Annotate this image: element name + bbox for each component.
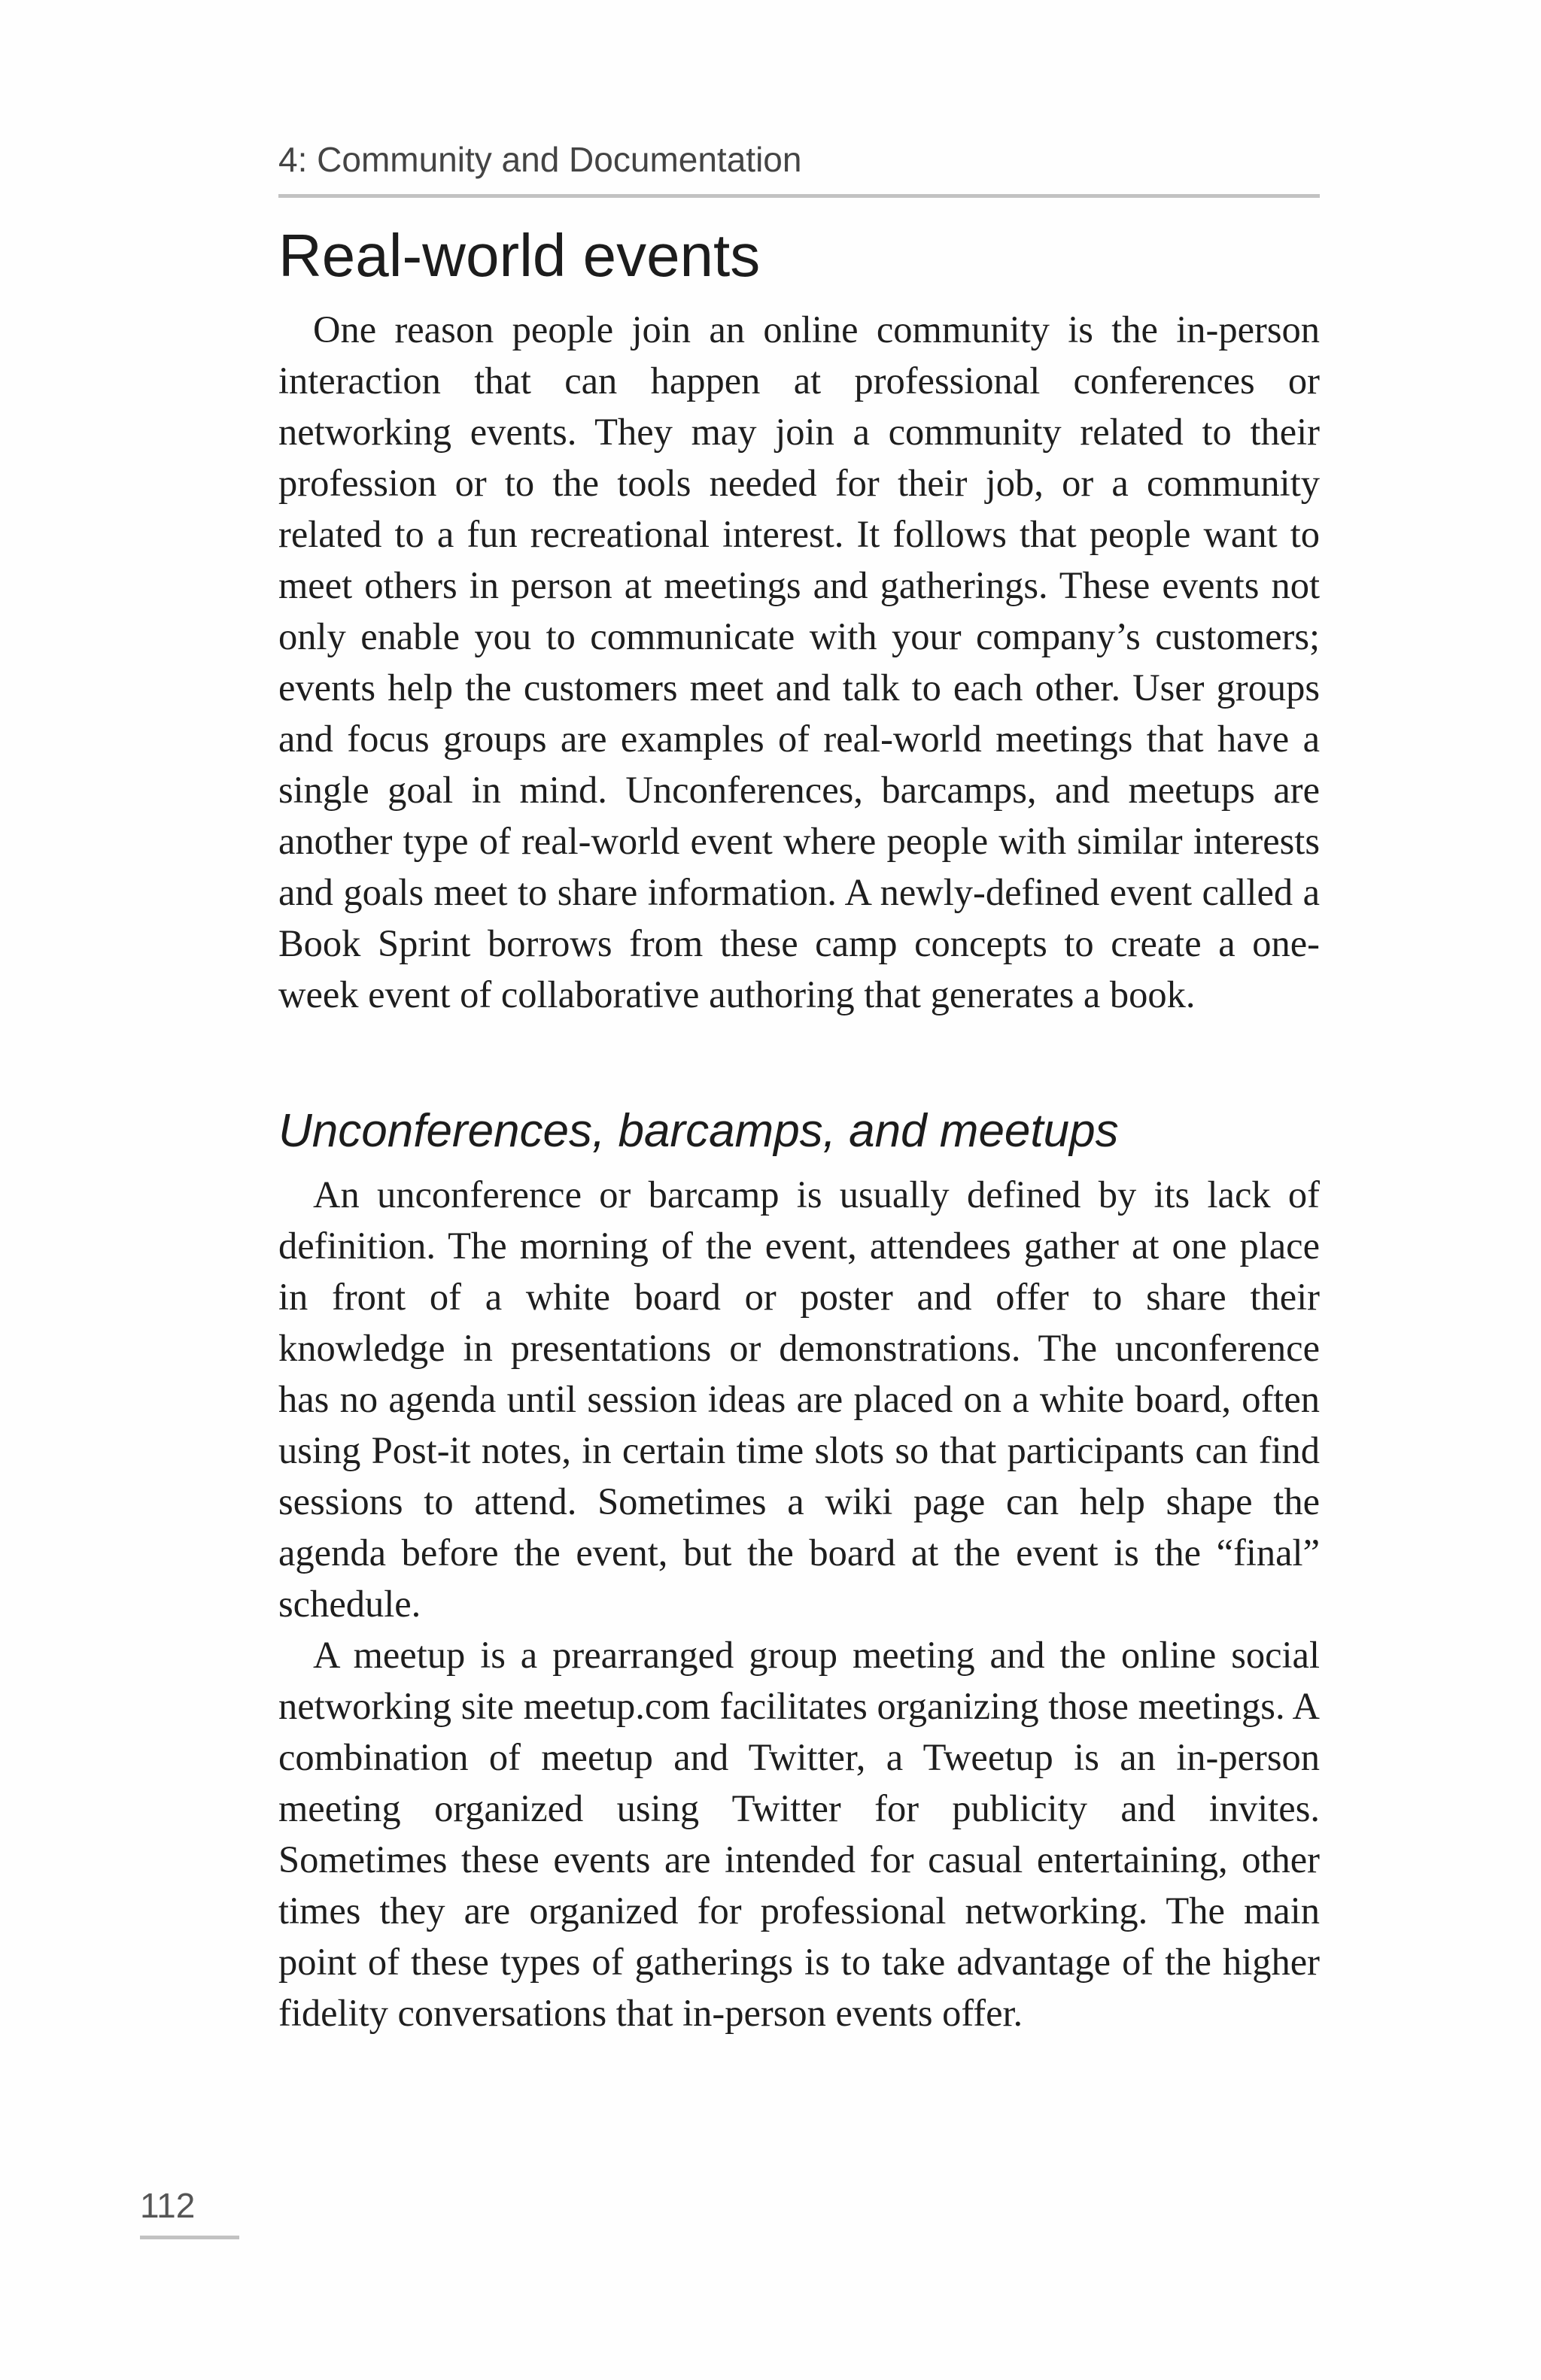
section-title: Real-world events	[278, 222, 761, 289]
body-paragraph: An unconference or barcamp is usually defined by its lack of definition. The morning of the event, attendees gather at one place in front of a white board or poster and offer to share their knowledge in presentations or demonstrations. The unconference has no agenda until session ideas are placed on a white board, often using Post-it notes, in certain time slots so that participants can find sessions to attend. Sometimes a wiki page can help shape the agenda before the event, but the board at the event is the “final” schedule.	[278, 1173, 1320, 1625]
body-paragraph: A meetup is a prearranged group meeting and the online social networking site meetup.com facilitates organizing those meetings. A combination of meetup and Twitter, a Tweetup is an in-person meeting organized using Twitter for publicity and invites. Sometimes these events are intended for casual entertaining, other times they are organized for professional networking. The main point of these types of gatherings is to take advantage of the higher fidelity conversations that in-person events offer.	[278, 1634, 1320, 2034]
page-number: 112	[140, 2186, 196, 2225]
footer-rule	[140, 2236, 239, 2239]
running-header: 4: Community and Documentation	[278, 140, 802, 179]
body-paragraph: One reason people join an online community is the in-person interaction that can happen at professional conferences or networking events. They may join a community related to their profession or to the tools needed for their job, or a community related to a fun recreational interest. It follows that people want to meet others in person at meetings and gatherings. These events not only enable you to communicate with your company’s customers; events help the customers meet and talk to each other. User groups and focus groups are examples of real-world meetings that have a single goal in mind. Unconferences, barcamps, and meetups are another type of real-world event where people with similar interests and goals meet to share information. A newly-defined event called a Book Sprint borrows from these camp concepts to create a one-week event of collaborative authoring that generates a book.	[278, 308, 1320, 1015]
header-rule	[278, 194, 1320, 198]
subsection-title: Unconferences, barcamps, and meetups	[278, 1105, 1119, 1157]
